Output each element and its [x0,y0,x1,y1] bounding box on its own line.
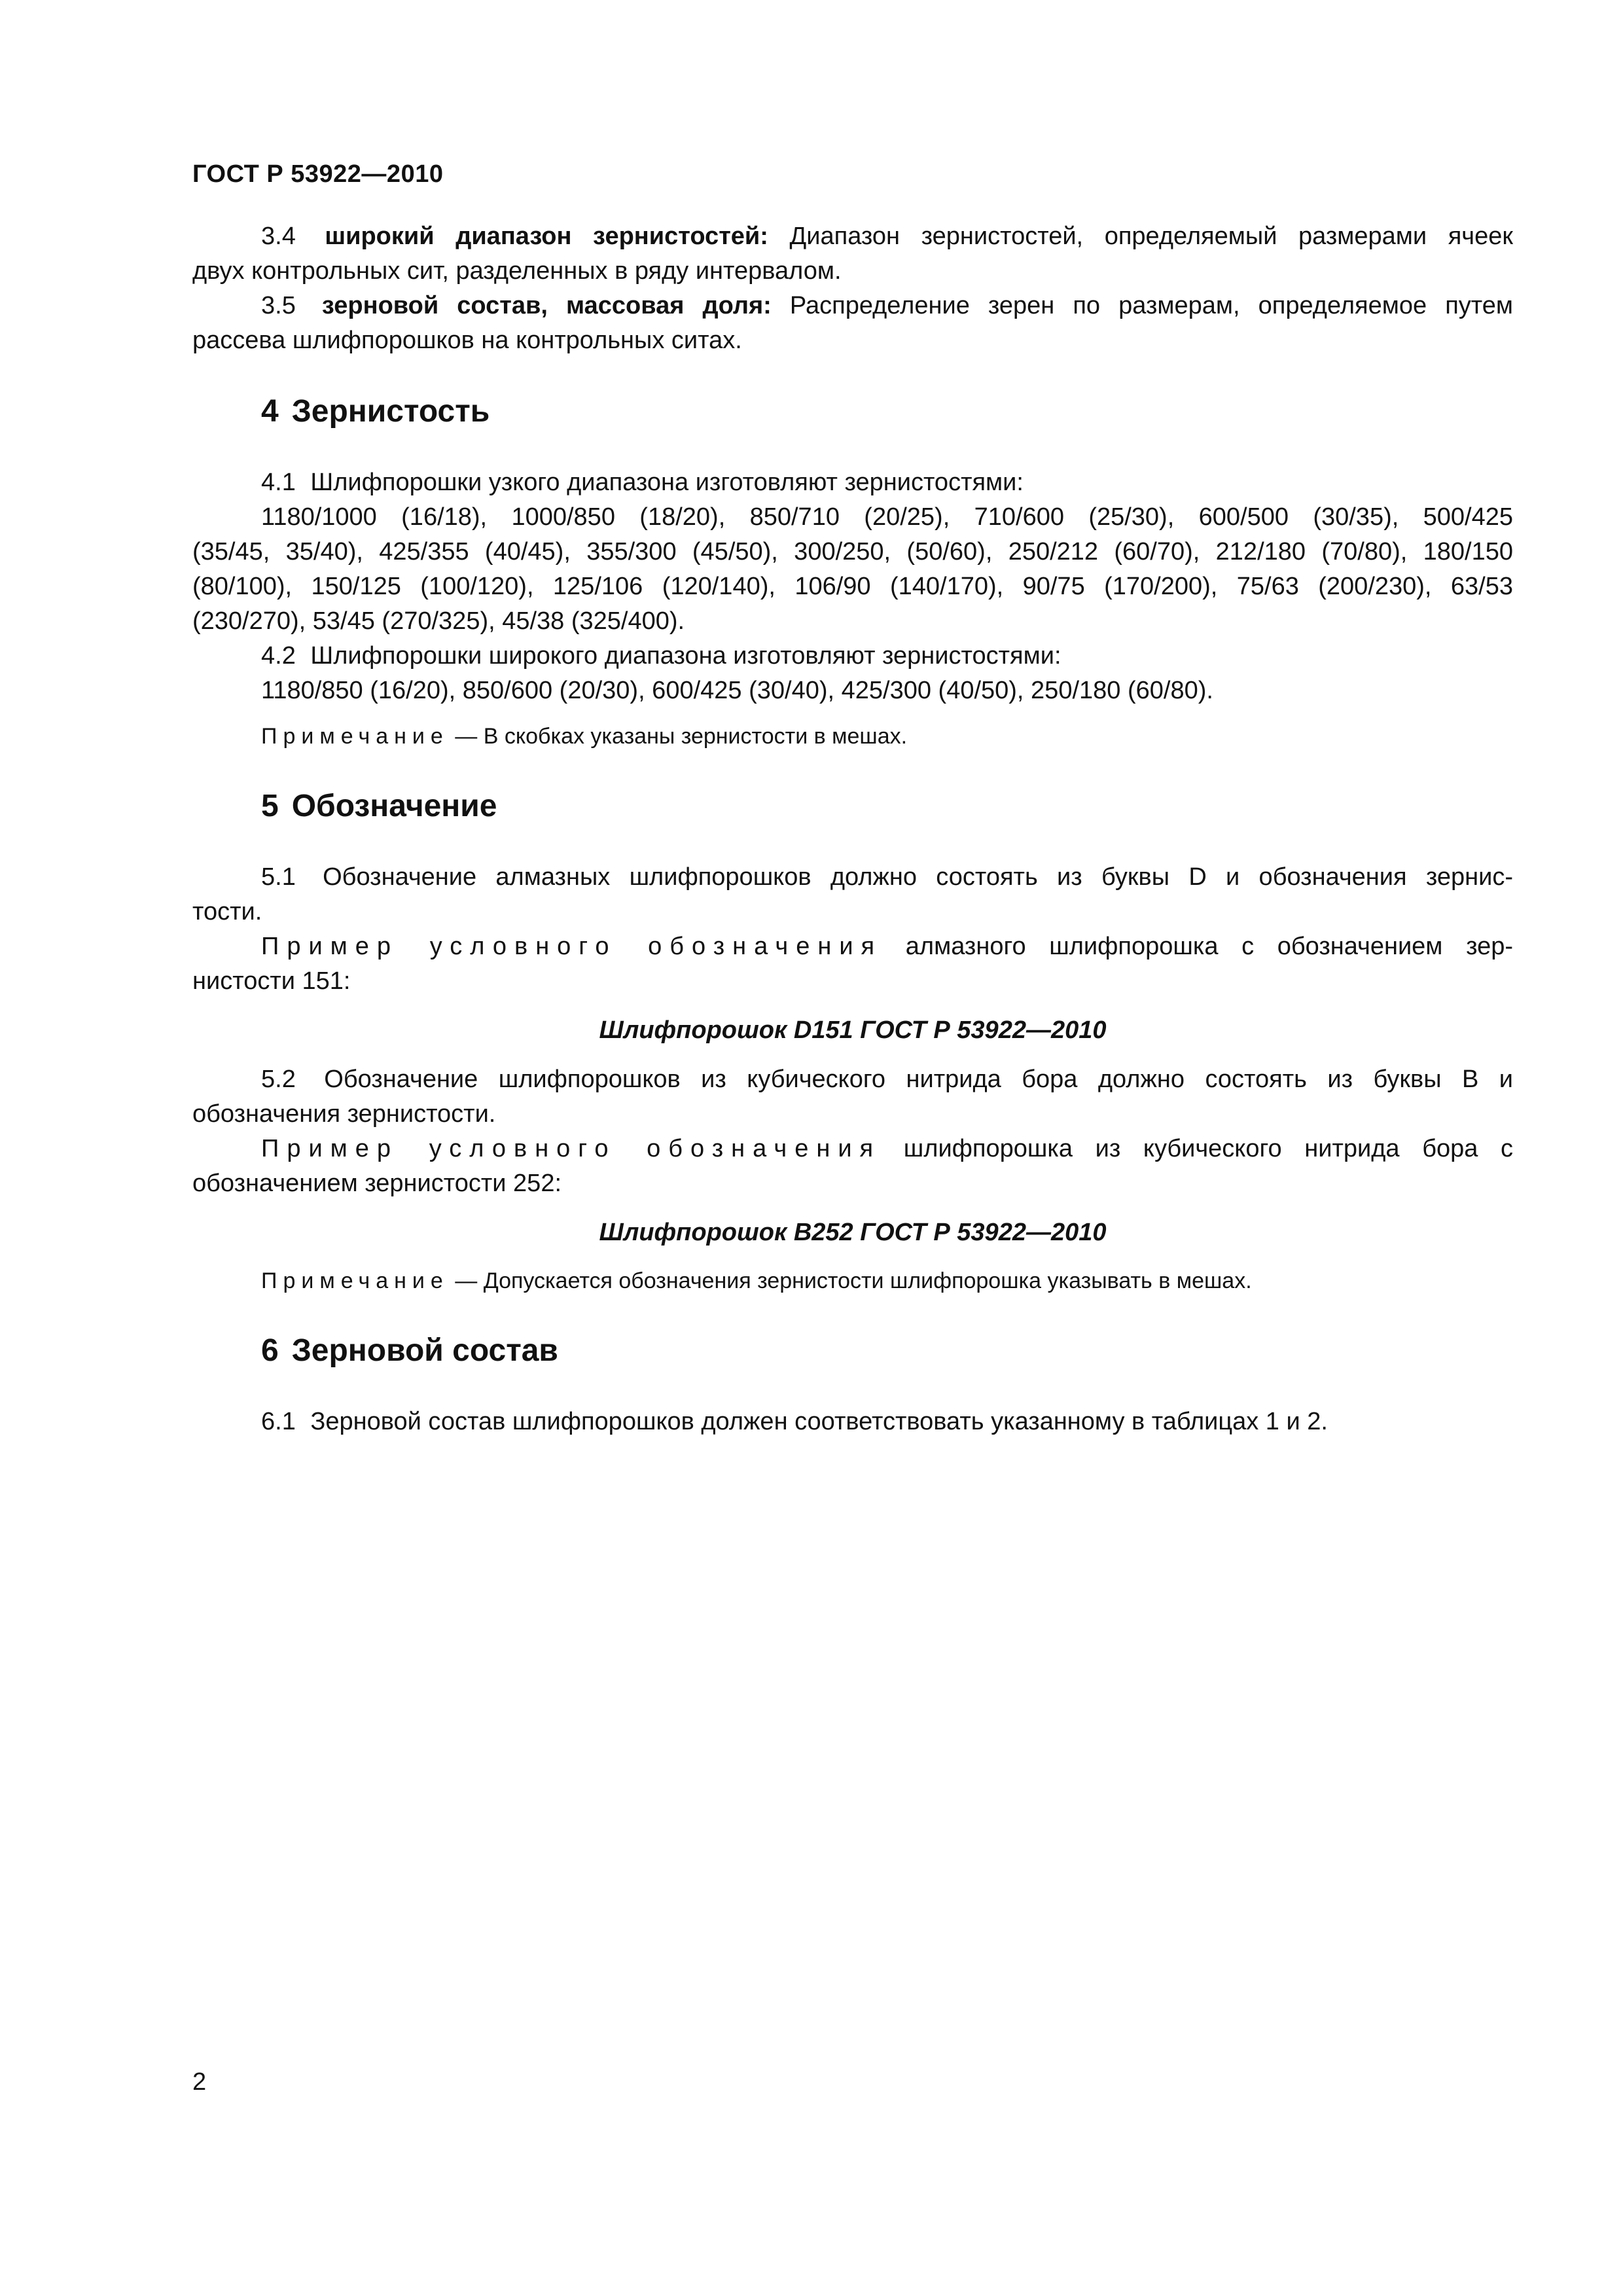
designation-example-d151: Шлифпорошок D151 ГОСТ Р 53922—2010 [599,1016,1107,1044]
section-number: 4 [261,394,279,429]
paragraph-5-1-line1 [192,860,1513,895]
paragraph-text: Зерновой состав шлифпорошков должен соответствовать указанному в таблицах 1 и 2. [310,1408,1328,1435]
paragraph-number: 4.2 [261,642,296,670]
grit-list-narrow-line2: (35/45, 35/40), 425/355 (40/45), 355/300 (45/50), 300/250, (50/60), 250/212 (60/70), 212/180 (70/80), 180/150 [192,538,1513,565]
paragraph-6-1 [192,1405,1513,1439]
paragraph-5-2-line2: обозначения зернистости. [192,1100,496,1128]
document-body [192,219,1513,1439]
note-text: — В скобках указаны зернистости в мешах. [448,724,908,749]
paragraph-4-2 [192,639,1513,673]
note-section-5 [192,1265,1513,1297]
paragraph-number: 5.1 [261,863,296,891]
grit-list-wide: 1180/850 (16/20), 850/600 (20/30), 600/425 (30/40), 425/300 (40/50), 250/180 (60/80). [261,677,1213,704]
paragraph-number: 3.5 [261,292,296,319]
paragraph-4-1 [192,465,1513,500]
note-text: — Допускается обозначения зернистости шлифпорошка указывать в мешах. [448,1268,1252,1293]
example-intro-5-1 [192,929,1513,964]
section-4-heading [261,392,1513,431]
definition-text: Распределение зерен по размерам, определяемое путем [789,292,1514,319]
standard-header: ГОСТ Р 53922—2010 [192,160,444,188]
paragraph-text: Шлифпорошки широкого диапазона изготовляют зернистостями: [310,642,1061,670]
paragraph-number: 5.2 [261,1066,296,1093]
paragraph-3-5-line2: рассева шлифпорошков на контрольных ситах. [192,327,742,354]
paragraph-3-4-line2: двух контрольных сит, разделенных в ряду интервалом. [192,257,842,285]
example-intro-5-1-line2: нистости 151: [192,967,351,995]
section-number: 6 [261,1333,279,1368]
page-number: 2 [192,2068,207,2096]
paragraph-text: Шлифпорошки узкого диапазона изготовляют зернистостями: [310,469,1024,496]
grit-list-narrow-line1: 1180/1000 (16/18), 1000/850 (18/20), 850/710 (20/25), 710/600 (25/30), 600/500 (30/35), 500/425 [261,503,1513,531]
section-6-heading [261,1331,1513,1371]
note-section-4 [192,720,1513,753]
paragraph-3-5-line1 [192,289,1513,323]
paragraph-5-2-line1 [192,1062,1513,1097]
section-title: Зернистость [291,394,490,429]
example-intro-text: шлифпорошка из кубического нитрида бора с [903,1135,1513,1162]
note-label: Примечание [261,724,449,749]
term-definition-title: зерновой состав, массовая доля: [321,292,772,319]
section-title: Обозначение [291,789,497,823]
paragraph-number: 6.1 [261,1408,296,1435]
term-definition-title: широкий диапазон зернистостей: [325,223,768,250]
section-title: Зерновой состав [291,1333,558,1368]
paragraph-text: Обозначение шлифпорошков из кубического нитрида бора должно состоять из буквы B и [324,1066,1513,1093]
grit-list-narrow-line4: (230/270), 53/45 (270/325), 45/38 (325/400). [192,607,685,635]
note-label: Примечание [261,1268,449,1293]
example-label: Пример условного обозначения [261,933,883,960]
paragraph-text: Обозначение алмазных шлифпорошков должно состоять из буквы D и обозначения зернис- [323,863,1514,891]
designation-example-b252: Шлифпорошок B252 ГОСТ Р 53922—2010 [599,1219,1107,1246]
example-intro-5-2 [192,1132,1513,1166]
example-intro-5-2-line2: обозначением зернистости 252: [192,1170,562,1197]
paragraph-number: 3.4 [261,223,296,250]
example-label: Пример условного обозначения [261,1135,882,1162]
grit-list-narrow-line3: (80/100), 150/125 (100/120), 125/106 (120/140), 106/90 (140/170), 90/75 (170/200), 75/63 (200/230), 63/53 [192,573,1513,600]
paragraph-5-1-line2: тости. [192,898,262,925]
section-5-heading [261,787,1513,826]
section-number: 5 [261,789,279,823]
example-intro-text: алмазного шлифпорошка с обозначением зер- [905,933,1513,960]
paragraph-3-4-line1 [192,219,1513,254]
paragraph-number: 4.1 [261,469,296,496]
definition-text: Диапазон зернистостей, определяемый размерами ячеек [789,223,1514,250]
